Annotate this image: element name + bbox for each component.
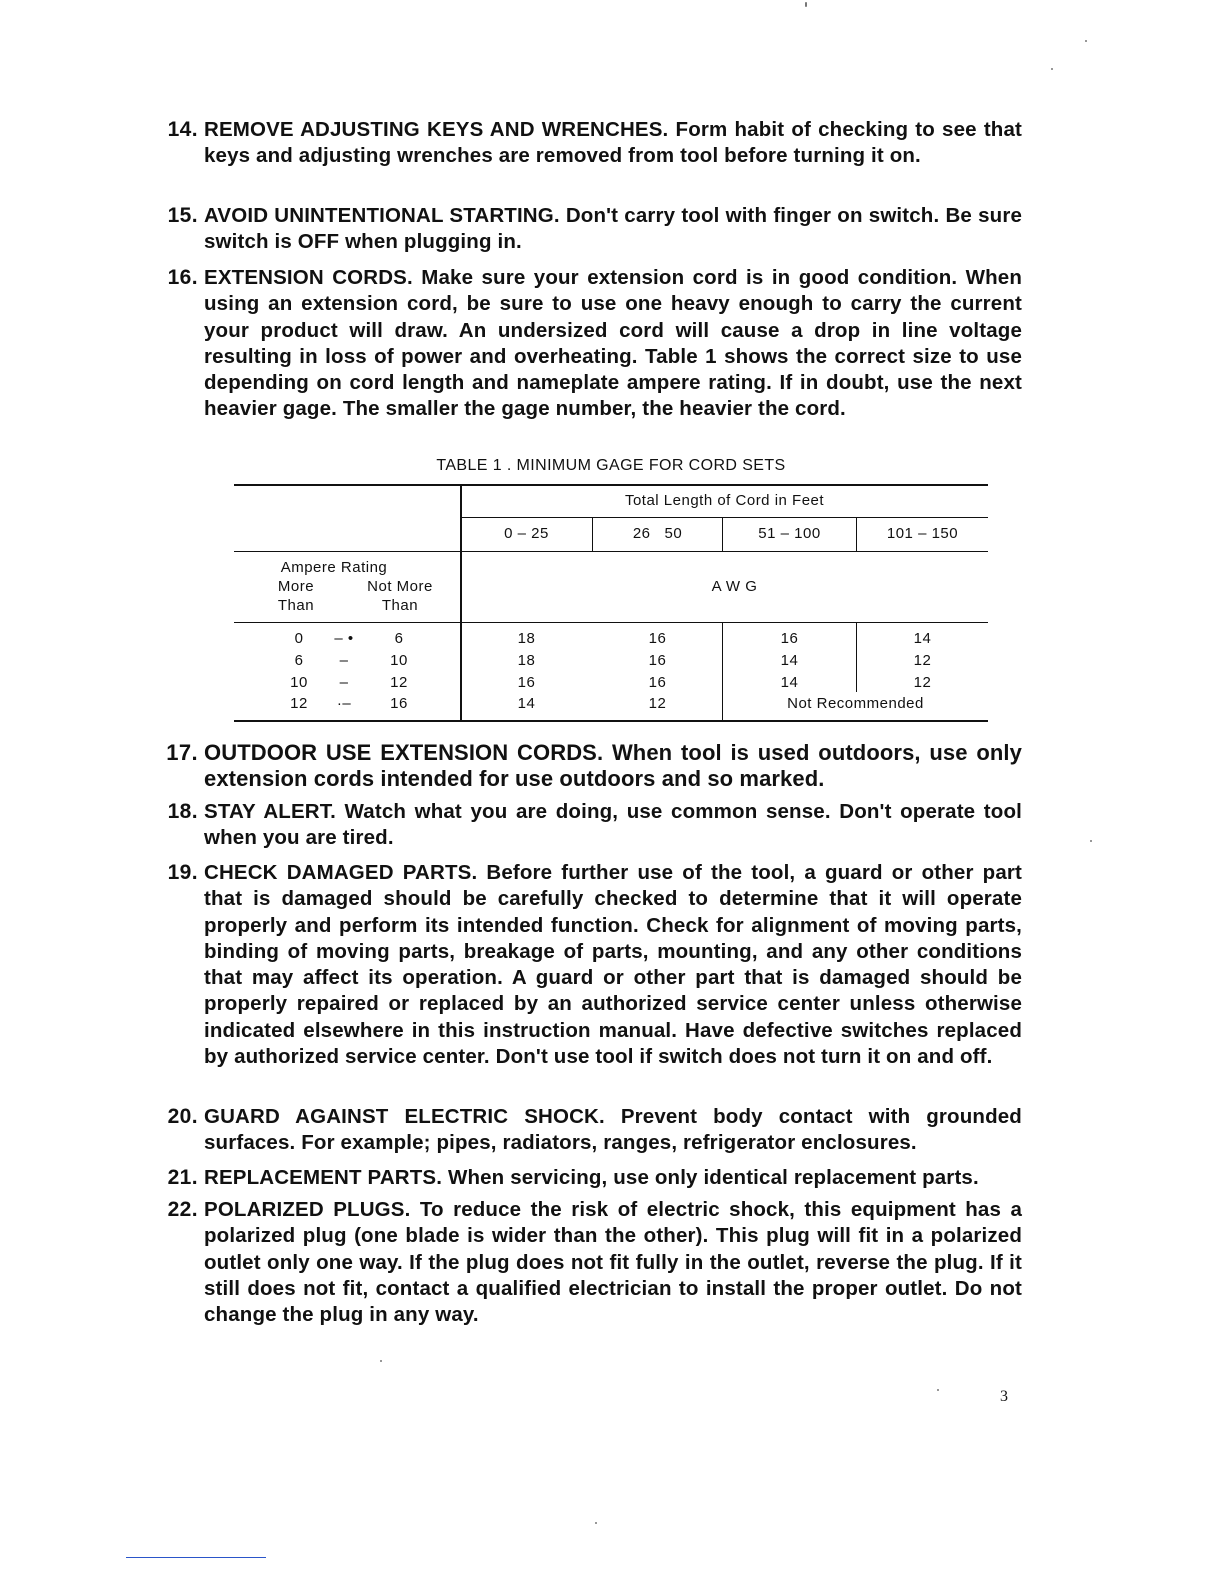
item-number: 16. <box>167 266 198 289</box>
cord-gage-table <box>234 484 988 722</box>
not-more-than-value: 10 <box>390 652 408 669</box>
item-text: Watch what you are doing, use common sense. Don't operate tool when you are tired. <box>204 800 1022 850</box>
item-number: 14. <box>167 118 198 141</box>
awg-value: 14 <box>913 630 932 647</box>
length-col-2: 26 50 <box>632 525 683 542</box>
item-text: Don't carry tool with finger on switch. Be sure switch is OFF when plugging in. <box>204 204 1022 254</box>
item-number: 21. <box>167 1166 198 1189</box>
item-body <box>204 203 1022 256</box>
range-dash: – <box>339 674 349 691</box>
item-body <box>204 117 1022 170</box>
item-number: 22. <box>167 1198 198 1221</box>
table-rule-header-bottom <box>234 551 988 552</box>
item-heading: AVOID UNINTENTIONAL STARTING. <box>204 204 560 227</box>
awg-value: 16 <box>780 630 799 647</box>
table-rule-bottom <box>234 720 988 722</box>
item-heading: REPLACEMENT PARTS. <box>204 1166 443 1189</box>
item-number: 19. <box>167 861 198 884</box>
awg-value: 12 <box>913 652 932 669</box>
footer-rule <box>126 1557 266 1558</box>
item-text: When servicing, use only identical replacement parts. <box>447 1166 979 1189</box>
range-dash: ·– <box>336 695 352 712</box>
item-number: 20. <box>167 1105 198 1128</box>
range-dash: – • <box>334 630 354 647</box>
awg-value: 14 <box>780 652 799 669</box>
not-more-than-value: 12 <box>390 674 408 691</box>
more-than-value: 0 <box>294 630 304 647</box>
awg-value: 12 <box>648 695 667 712</box>
more-than-label-2: Than <box>277 597 315 614</box>
not-recommended-note: Not Recommended <box>787 695 924 712</box>
item-number: 17. <box>166 740 198 765</box>
awg-value: 12 <box>913 674 932 691</box>
scan-speck <box>595 1522 597 1524</box>
more-than-value: 6 <box>294 652 304 669</box>
scan-speck <box>380 1360 382 1362</box>
page-number: 3 <box>1000 1388 1008 1405</box>
table-rule-top <box>234 484 988 486</box>
table-rule-awg-bottom <box>234 622 988 623</box>
item-heading: CHECK DAMAGED PARTS. <box>204 861 478 884</box>
table-rule-length-header <box>461 517 988 518</box>
scan-speck <box>805 2 807 7</box>
scan-speck <box>1051 68 1053 70</box>
awg-value: 18 <box>517 652 536 669</box>
not-more-than-value: 6 <box>394 630 404 647</box>
ampere-rating-header: Ampere Rating <box>280 559 388 576</box>
item-text: Before further use of the tool, a guard or other part that is damaged should be carefully checked to determine that it will operate properly and perform its intended function. Check for alignment of moving parts, binding of moving parts, breakage of parts, mounting, and any other conditions that may affect its operation. A guard or other part that is damaged should be properly repaired or replaced by an authorized service center unless otherwise indicated elsewhere in this instruction manual. Have defective switches replaced by authorized service center. Don't use tool if switch does not turn it on and off. <box>204 861 1022 1069</box>
awg-label: A W G <box>711 578 758 595</box>
length-header: Total Length of Cord in Feet <box>624 492 825 509</box>
length-col-3: 51 – 100 <box>758 525 821 542</box>
item-body <box>204 860 1022 1070</box>
length-col-1: 0 – 25 <box>504 525 549 542</box>
item-heading: EXTENSION CORDS. <box>204 266 413 289</box>
range-dash: – <box>339 652 349 669</box>
more-than-label-1: More <box>277 578 315 595</box>
awg-value: 18 <box>517 630 536 647</box>
table-title: TABLE 1 . MINIMUM GAGE FOR CORD SETS <box>436 457 786 474</box>
item-heading: GUARD AGAINST ELECTRIC SHOCK. <box>204 1105 605 1128</box>
item-heading: REMOVE ADJUSTING KEYS AND WRENCHES. <box>204 118 669 141</box>
more-than-value: 10 <box>290 674 308 691</box>
item-body <box>204 1104 1022 1157</box>
item-text: Make sure your extension cord is in good condition. When using an extension cord, be sure to use one heavy enough to carry the current your product will draw. An undersized cord will cause a drop in line voltage resulting in loss of power and overheating. Table 1 shows the correct size to use depending on cord length and nameplate ampere rating. If in doubt, use the next heavier gage. The smaller the gage number, the heavier the cord. <box>204 266 1022 421</box>
item-text: Form habit of checking to see that keys and adjusting wrenches are removed from tool before turning it on. <box>204 118 1022 168</box>
more-than-value: 12 <box>290 695 308 712</box>
awg-value: 16 <box>648 630 667 647</box>
item-body <box>204 1165 1022 1191</box>
scan-speck <box>1090 840 1092 842</box>
scan-speck <box>937 1389 939 1391</box>
item-body <box>204 740 1022 793</box>
item-text: When tool is used outdoors, use only extension cords intended for use outdoors and so marked. <box>204 740 1022 792</box>
not-more-than-value: 16 <box>390 695 408 712</box>
item-number: 15. <box>167 204 198 227</box>
item-heading: OUTDOOR USE EXTENSION CORDS. <box>204 740 604 765</box>
awg-value: 16 <box>648 674 667 691</box>
item-text: To reduce the risk of electric shock, this equipment has a polarized plug (one blade is wider than the other). This plug will fit in a polarized outlet only one way. If the plug does not fit fully in the outlet, reverse the plug. If it still does not fit, contact a qualified electrician to install the proper outlet. Do not change the plug in any way. <box>204 1198 1022 1327</box>
item-heading: POLARIZED PLUGS. <box>204 1198 411 1221</box>
awg-value: 16 <box>648 652 667 669</box>
scan-speck <box>1085 40 1087 42</box>
awg-value: 14 <box>780 674 799 691</box>
item-body <box>204 799 1022 852</box>
not-more-than-label-2: Than <box>381 597 419 614</box>
item-body <box>204 1197 1022 1328</box>
item-body <box>204 265 1022 423</box>
item-number: 18. <box>167 800 198 823</box>
awg-value: 16 <box>517 674 536 691</box>
awg-value: 14 <box>517 695 536 712</box>
item-text: Prevent body contact with grounded surfaces. For example; pipes, radiators, ranges, refrigerator enclosures. <box>204 1105 1022 1155</box>
item-heading: STAY ALERT. <box>204 800 336 823</box>
not-more-than-label-1: Not More <box>367 578 433 595</box>
length-col-4: 101 – 150 <box>886 525 959 542</box>
